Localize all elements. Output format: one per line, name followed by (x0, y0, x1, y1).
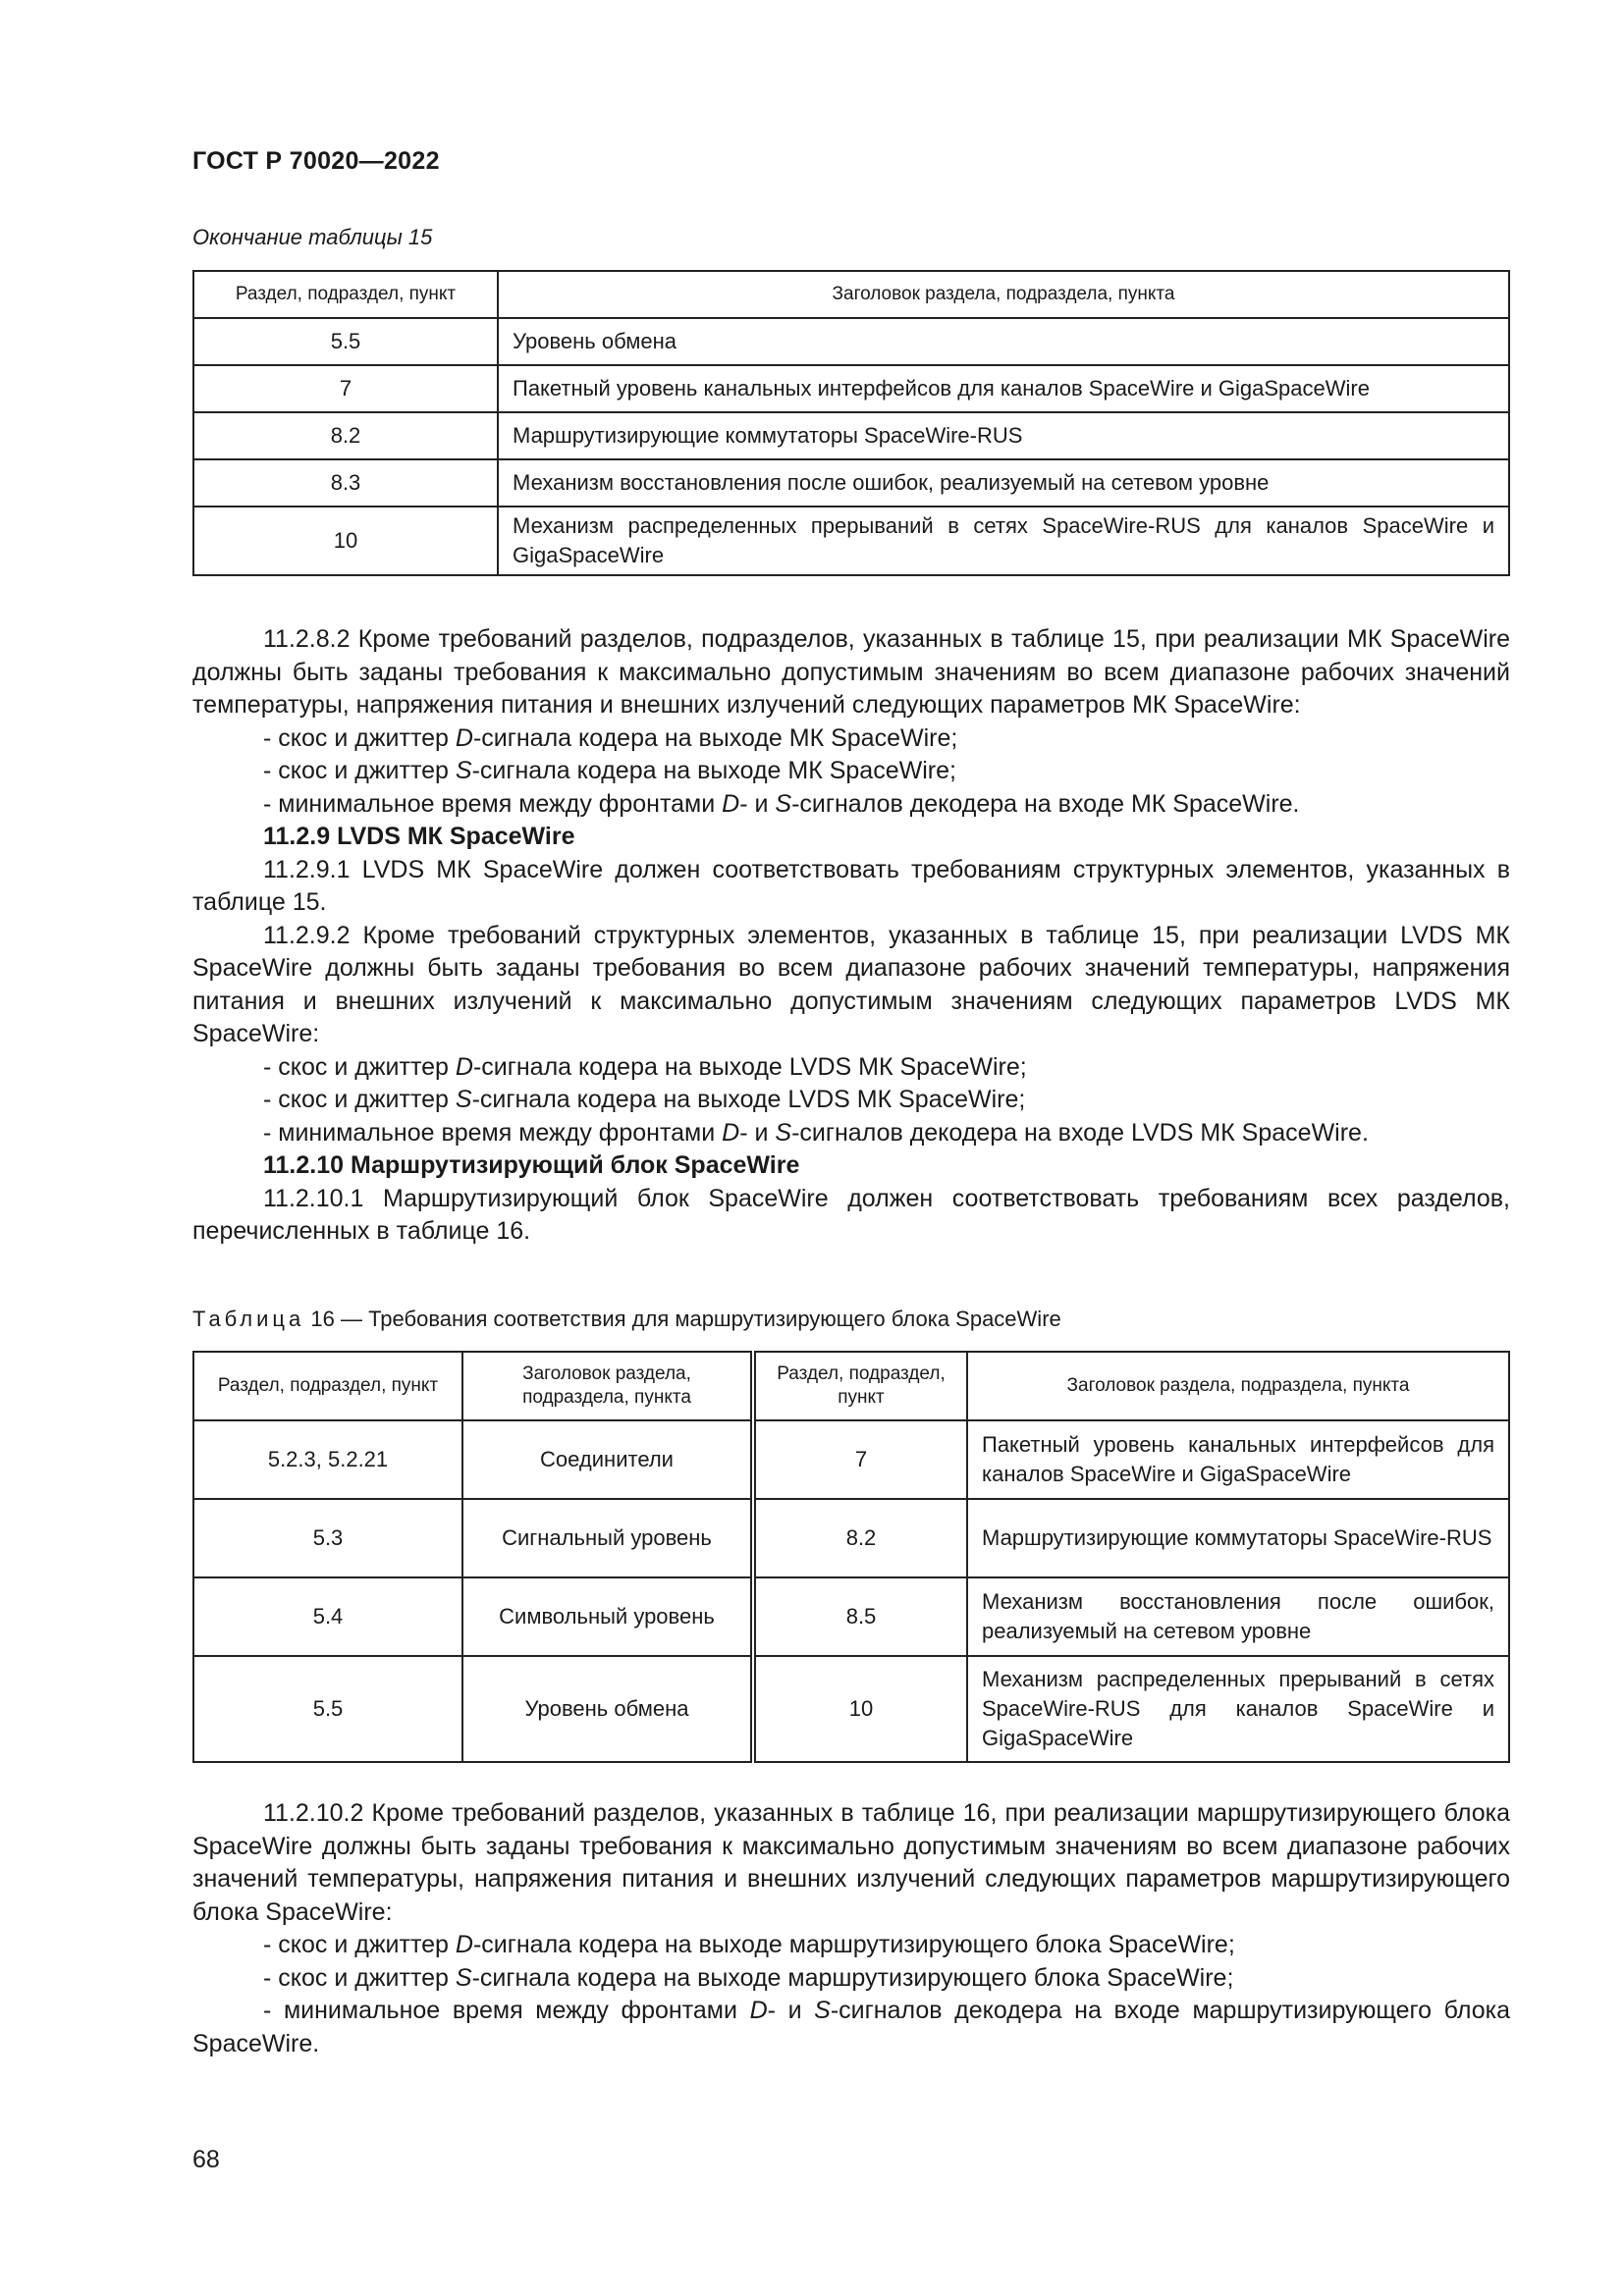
table-cell-title: Символьный уровень (462, 1577, 753, 1656)
body-text-upper (192, 623, 1510, 1249)
table-16 (192, 1351, 1510, 1763)
body-text-lower (192, 1797, 1510, 2060)
table-cell-section: 10 (753, 1656, 967, 1762)
table-cell-title: Механизм восстановления после ошибок, реализуемый на сетевом уровне (967, 1577, 1509, 1656)
table-cell-title: Механизм распределенных прерываний в сетях SpaceWire-RUS для каналов SpaceWire и GigaSpaceWire (967, 1656, 1509, 1762)
table-row (193, 1420, 1509, 1499)
table-continuation-label: Окончание таблицы 15 (192, 225, 433, 249)
list-item: - скос и джиттер D-сигнала кодера на выходе маршрутизирующего блока SpaceWire; (263, 1931, 1235, 1958)
list-item: - минимальное время между фронтами D- и S-сигналов декодера на входе LVDS МК SpaceWire. (263, 1118, 1369, 1147)
list-item: - скос и джиттер D-сигнала кодера на выходе МК SpaceWire; (263, 723, 958, 752)
table-cell-title: Сигнальный уровень (462, 1499, 753, 1577)
table-cell-title: Уровень обмена (498, 318, 1509, 365)
table-15 (192, 270, 1510, 576)
table-header-cell: Раздел, подраздел, пункт (753, 1352, 967, 1420)
list-item: - скос и джиттер S-сигнала кодера на выходе LVDS МК SpaceWire; (263, 1086, 1026, 1113)
table-header-cell: Заголовок раздела, подраздела, пункта (462, 1352, 753, 1420)
table-cell-title: Маршрутизирующие коммутаторы SpaceWire-RUS (967, 1499, 1509, 1577)
table-row (193, 318, 1509, 365)
table-row (193, 412, 1509, 459)
table-cell-section: 8.3 (193, 459, 498, 507)
table-cell-section: 5.4 (193, 1577, 462, 1656)
table-header-cell: Заголовок раздела, подраздела, пункта (498, 271, 1509, 318)
table-16-caption: Таблица 16 — Требования соответствия для маршрутизирующего блока SpaceWire (192, 1307, 1061, 1331)
table-row (193, 459, 1509, 507)
paragraph-11-2-8-2: 11.2.8.2 Кроме требований разделов, подразделов, указанных в таблице 15, при реализации МК SpaceWire должны быть заданы требования к максимально допустимым значениям во всем диапазоне рабочих значений температуры, напряжения питания и внешних излучений следующих параметров МК SpaceWire: (192, 625, 1510, 719)
table-row (193, 1499, 1509, 1577)
table-cell-title: Соединители (462, 1420, 753, 1499)
table-cell-section: 10 (193, 507, 498, 575)
table-cell-title: Уровень обмена (462, 1656, 753, 1762)
table-row (193, 1656, 1509, 1762)
list-item: - скос и джиттер S-сигнала кодера на выходе МК SpaceWire; (263, 757, 956, 784)
table-cell-section: 8.2 (753, 1499, 967, 1577)
table-row (193, 507, 1509, 575)
table-row (193, 1577, 1509, 1656)
table-row (193, 365, 1509, 412)
paragraph-11-2-9-1: 11.2.9.1 LVDS МК SpaceWire должен соответствовать требованиям структурных элементов, указанных в таблице 15. (192, 855, 1510, 916)
page-number: 68 (192, 2146, 220, 2173)
table-header-cell: Раздел, подраздел, пункт (193, 271, 498, 318)
table-cell-section: 8.5 (753, 1577, 967, 1656)
table-cell-section: 7 (193, 365, 498, 412)
table-cell-title: Механизм распределенных прерываний в сетях SpaceWire-RUS для каналов SpaceWire и GigaSpaceWire (498, 507, 1509, 575)
table-cell-title: Механизм восстановления после ошибок, реализуемый на сетевом уровне (498, 459, 1509, 507)
list-item: - скос и джиттер S-сигнала кодера на выходе маршрутизирующего блока SpaceWire; (263, 1963, 1234, 1992)
table-cell-section: 5.5 (193, 318, 498, 365)
table-cell-title: Пакетный уровень канальных интерфейсов для каналов SpaceWire и GigaSpaceWire (967, 1420, 1509, 1499)
section-heading-11-2-9: 11.2.9 LVDS МК SpaceWire (263, 823, 575, 850)
table-cell-section: 7 (753, 1420, 967, 1499)
list-item: - минимальное время между фронтами D- и S-сигналов декодера на входе маршрутизирующего блока SpaceWire. (192, 1997, 1511, 2057)
table-cell-section: 5.2.3, 5.2.21 (193, 1420, 462, 1499)
list-item: - минимальное время между фронтами D- и S-сигналов декодера на входе МК SpaceWire. (263, 789, 1300, 818)
table-cell-title: Маршрутизирующие коммутаторы SpaceWire-RUS (498, 412, 1509, 459)
list-item: - скос и джиттер D-сигнала кодера на выходе LVDS МК SpaceWire; (263, 1052, 1027, 1081)
table-cell-section: 5.5 (193, 1656, 462, 1762)
paragraph-11-2-10-1: 11.2.10.1 Маршрутизирующий блок SpaceWire должен соответствовать требованиям всех разделов, перечисленных в таблице 16. (192, 1184, 1510, 1245)
table-cell-section: 8.2 (193, 412, 498, 459)
paragraph-11-2-9-2: 11.2.9.2 Кроме требований структурных элементов, указанных в таблице 15, при реализации LVDS МК SpaceWire должны быть заданы требования во всем диапазоне рабочих значений температуры, напряжения питания и внешних излучений к максимально допустимым значениям следующих параметров LVDS МК SpaceWire: (192, 921, 1510, 1047)
table-header-cell: Раздел, подраздел, пункт (193, 1352, 462, 1420)
table-cell-title: Пакетный уровень канальных интерфейсов для каналов SpaceWire и GigaSpaceWire (498, 365, 1509, 412)
table-header-cell: Заголовок раздела, подраздела, пункта (967, 1352, 1509, 1420)
document-header: ГОСТ Р 70020—2022 (192, 147, 440, 175)
section-heading-11-2-10: 11.2.10 Маршрутизирующий блок SpaceWire (263, 1151, 800, 1179)
paragraph-11-2-10-2: 11.2.10.2 Кроме требований разделов, указанных в таблице 16, при реализации маршрутизирующего блока SpaceWire должны быть заданы требования к максимально допустимым значениям во всем диапазоне рабочих значений температуры, напряжения питания и внешних излучений следующих параметров маршрутизирующего блока SpaceWire: (192, 1799, 1510, 1926)
table-cell-section: 5.3 (193, 1499, 462, 1577)
